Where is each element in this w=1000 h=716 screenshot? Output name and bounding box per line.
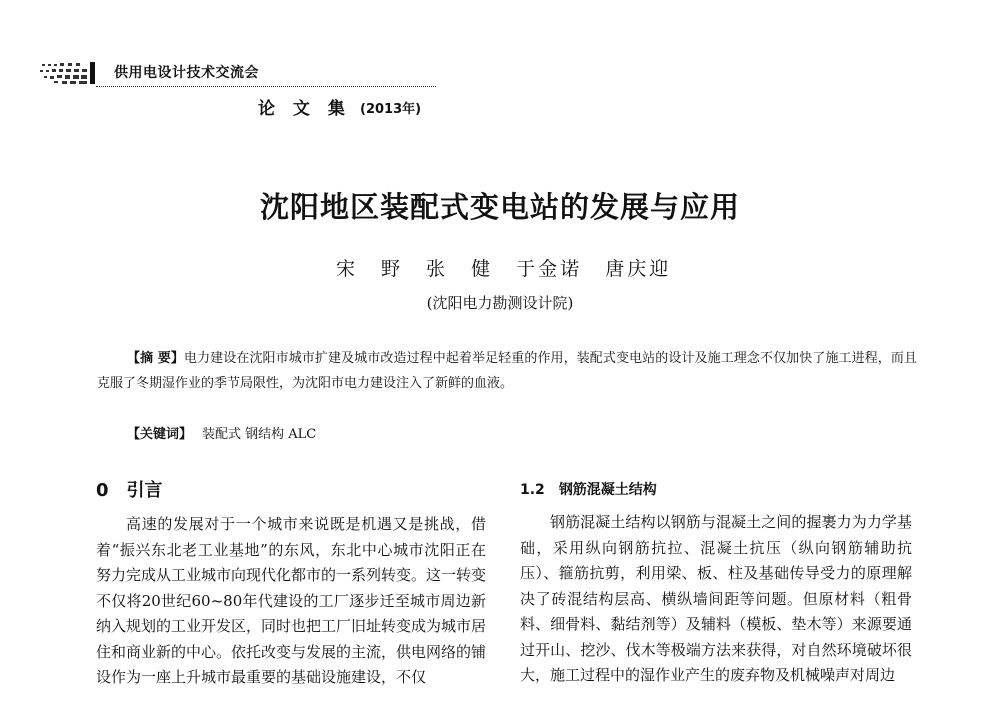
section-heading-introduction [96,478,486,506]
section-title: 引言 [126,480,163,501]
header-rule [96,86,436,87]
reinforced-concrete-paragraph: 钢筋混凝土结构以钢筋与混凝土之间的握裹力为力学基础，采用纵向钢筋抗拉、混凝土抗压（纵向钢筋辅助抗压）、箍筋抗剪，利用梁、板、柱及基础传导受力的原理解决了砖混结构层高、横纵墙间距等问题。但原材料（粗骨料、细骨料、黏结剂等）及辅料（模板、垫木等）来源要通过开山、挖沙、伐木等极端方法来获得，对自然环境破坏很大，施工过程中的湿作业产生的废弃物及机械噪声对周边 [520,513,912,684]
paper-affiliation: (沈阳电力勘测设计院) [426,294,574,312]
section-number: 1.2 [520,482,545,498]
paper-authors: 宋 野 张 健 于金诺 唐庆迎 [336,258,672,280]
header-bar [90,62,95,84]
keywords-text: 装配式 钢结构 ALC [202,427,317,442]
proceedings-year: (2013年) [360,102,422,117]
paper-title: 沈阳地区装配式变电站的发展与应用 [259,190,740,224]
abstract [97,346,917,396]
keywords [127,423,316,442]
section-heading-reinforced-concrete [520,478,912,504]
abstract-label: 【摘 要】 [127,351,184,366]
abstract-text: 电力建设在沈阳市城市扩建及城市改造过程中起着举足轻重的作用，装配式变电站的设计及施工理念不仅加快了施工进程，而且克服了冬期湿作业的季节局限性，为沈阳市电力建设注入了新鲜的血液。 [97,351,917,391]
keywords-label: 【关键词】 [127,427,193,442]
right-column [520,478,912,689]
section-title: 钢筋混凝土结构 [558,482,657,498]
header-decoration [40,60,90,86]
proceedings-subtitle: 论 文 集 [258,99,351,119]
conference-series-title: 供用电设计技术交流会 [114,65,259,81]
introduction-paragraph: 高速的发展对于一个城市来说既是机遇又是挑战，借着“振兴东北老工业基地”的东风，东北中心城市沈阳正在努力完成从工业城市向现代化都市的一系列转变。这一转变不仅将20世纪60~80年代建设的工厂逐步迁至城市周边新纳入规划的工业开发区，同时也把工厂旧址转变成为城市居住和商业新的中心。依托改变与发展的主流，供电网络的铺设作为一座上升城市最重要的基础设施建设，不仅 [96,515,487,686]
left-column [96,478,486,691]
section-number: 0 [96,480,109,501]
